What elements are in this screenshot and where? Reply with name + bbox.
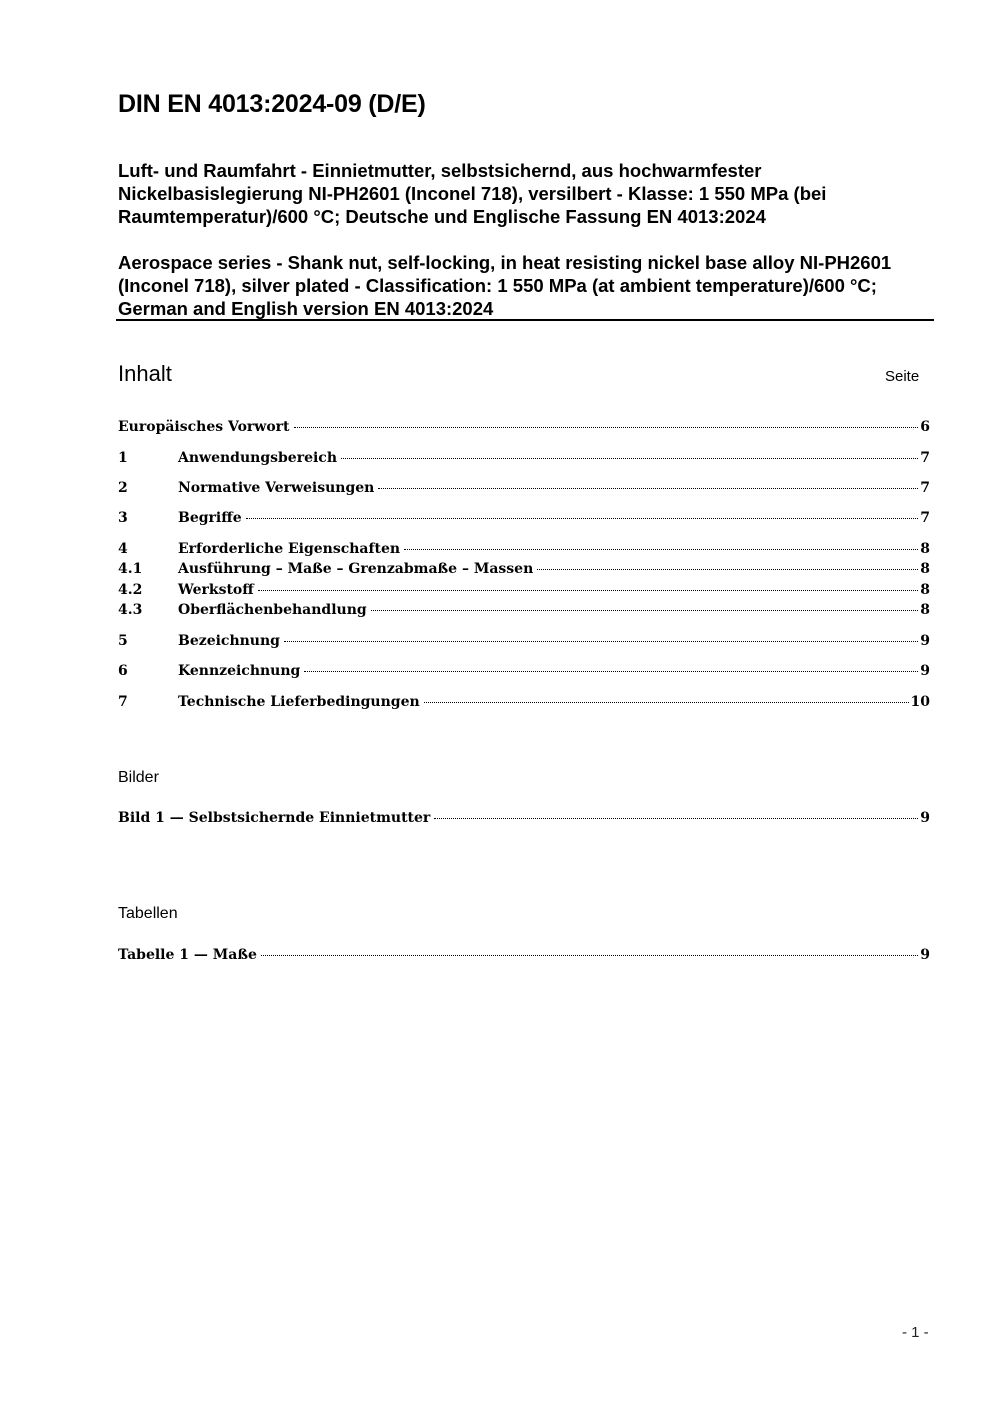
toc-entry-7[interactable] xyxy=(118,692,930,712)
dot-leader xyxy=(284,641,918,642)
toc-entry-page: 8 xyxy=(920,561,930,577)
toc-entry-page: 10 xyxy=(910,694,930,710)
toc-entry-title: Erforderliche Eigenschaften xyxy=(178,541,401,557)
toc-entry-title: Ausführung – Maße – Grenzabmaße – Massen xyxy=(178,561,534,577)
toc-entry-4[interactable] xyxy=(118,539,930,559)
title-english: Aerospace series - Shank nut, self-locking, in heat resisting nickel base alloy NI-PH2601 (Inconel 718), silver plated - Classification: 1 550 MPa (at ambient temperature)/600 °C; German and English version EN 4013:2024 xyxy=(118,252,892,319)
toc-entry-1[interactable] xyxy=(118,448,930,468)
toc-entry-title: Bezeichnung xyxy=(178,633,280,649)
toc-entry-title: Europäisches Vorwort xyxy=(118,419,290,435)
toc-entry-5[interactable] xyxy=(118,631,930,651)
toc-entry-number: 4 xyxy=(118,541,128,557)
toc-entry-number: 1 xyxy=(118,450,128,466)
dot-leader xyxy=(434,818,918,819)
toc-entry-6[interactable] xyxy=(118,661,930,681)
toc-entry-2[interactable] xyxy=(118,478,930,498)
toc-entry-title: Begriffe xyxy=(178,510,242,526)
dot-leader xyxy=(371,610,919,611)
toc-entry-3[interactable] xyxy=(118,508,930,528)
toc-entry-page: 9 xyxy=(920,633,930,649)
toc-page-label: Seite xyxy=(885,368,920,385)
toc-entry-title: Oberflächenbehandlung xyxy=(178,602,367,618)
dot-leader xyxy=(537,569,918,570)
dot-leader xyxy=(424,702,909,703)
toc-entry-page: 8 xyxy=(920,602,930,618)
toc-entry-page: 7 xyxy=(920,510,930,526)
toc-entry-number: 4.3 xyxy=(118,602,143,618)
toc-entry-number: 4.1 xyxy=(118,561,143,577)
toc-entry-page: 6 xyxy=(920,419,930,435)
figures-heading: Bilder xyxy=(118,769,159,786)
toc-entry-title: Technische Lieferbedingungen xyxy=(178,694,420,710)
toc-entry-number: 4.2 xyxy=(118,582,143,598)
dot-leader xyxy=(341,458,918,459)
dot-leader xyxy=(294,427,919,428)
toc-entry-page: 7 xyxy=(920,480,930,496)
toc-entry-page: 8 xyxy=(920,541,930,557)
dot-leader xyxy=(246,518,919,519)
toc-entry-title: Normative Verweisungen xyxy=(178,480,375,496)
toc-entry-page: 7 xyxy=(920,450,930,466)
toc-entry-number: 5 xyxy=(118,633,128,649)
title-german: Luft- und Raumfahrt - Einnietmutter, selbstsichernd, aus hochwarmfester Nickelbasislegierung NI-PH2601 (Inconel 718), versilbert - Klasse: 1 550 MPa (bei Raumtemperatur)/600 °C; Deutsche und Englische Fassung EN 4013:2024 xyxy=(118,160,827,227)
figure-entry-title: Bild 1 — Selbstsichernde Einnietmutter xyxy=(118,810,431,826)
toc-entry-4-1[interactable] xyxy=(118,559,930,579)
toc-entry-number: 3 xyxy=(118,510,128,526)
dot-leader xyxy=(378,488,918,489)
table-entry-page: 9 xyxy=(920,947,930,963)
toc-entry-4-2[interactable] xyxy=(118,580,930,600)
dot-leader xyxy=(261,955,918,956)
toc-heading: Inhalt xyxy=(118,361,172,386)
table-entry-1[interactable] xyxy=(118,945,930,965)
toc-entry-number: 2 xyxy=(118,480,128,496)
dot-leader xyxy=(258,590,919,591)
title-divider xyxy=(116,319,934,321)
toc-entry-4-3[interactable] xyxy=(118,600,930,620)
document-id: DIN EN 4013:2024-09 (D/E) xyxy=(118,90,426,118)
toc-entry-number: 7 xyxy=(118,694,128,710)
toc-entry-title: Kennzeichnung xyxy=(178,663,301,679)
dot-leader xyxy=(304,671,918,672)
toc-entry-page: 9 xyxy=(920,663,930,679)
tables-heading: Tabellen xyxy=(118,905,178,922)
toc-entry-foreword[interactable] xyxy=(118,417,930,437)
page-number: - 1 - xyxy=(902,1324,929,1341)
toc-entry-title: Werkstoff xyxy=(178,582,254,598)
table-entry-title: Tabelle 1 — Maße xyxy=(118,947,257,963)
toc-entry-number: 6 xyxy=(118,663,128,679)
dot-leader xyxy=(404,549,918,550)
toc-entry-title: Anwendungsbereich xyxy=(178,450,337,466)
figure-entry-1[interactable] xyxy=(118,808,930,828)
toc-entry-page: 8 xyxy=(920,582,930,598)
figure-entry-page: 9 xyxy=(920,810,930,826)
